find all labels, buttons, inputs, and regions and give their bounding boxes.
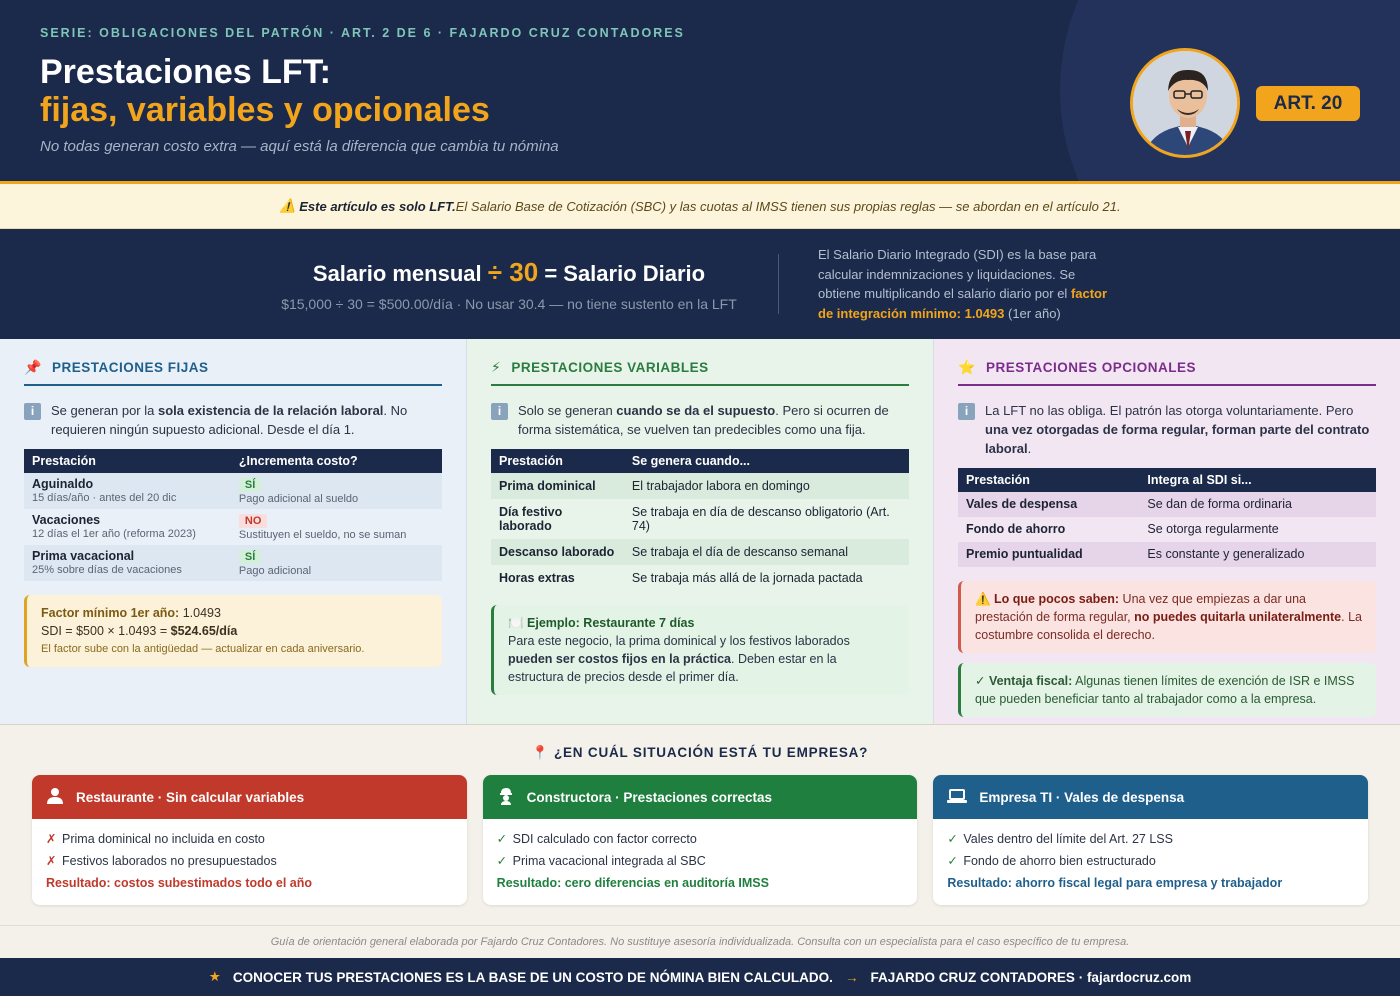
table-row [491, 565, 909, 591]
situation-card-ti [933, 775, 1368, 905]
fijas-heading-text: PRESTACIONES FIJAS [51, 360, 209, 375]
card-item [46, 850, 453, 872]
prestacion-detail: 12 días el 1er año (reforma 2023) [32, 528, 196, 540]
sdi-description [818, 245, 1118, 323]
example-text-a: Para este negocio, la prima dominical y los festivos laborados [508, 634, 850, 648]
fijas-intro-b: sola existencia de la relación laboral [157, 403, 384, 418]
warning-text: El Salario Base de Cotización (SBC) y las cuotas al IMSS tienen sus propias reglas — se abordan en el artículo 21. [455, 198, 1121, 214]
variables-heading-text: PRESTACIONES VARIABLES [511, 360, 709, 375]
pushpin-icon: 📌 [24, 359, 42, 375]
person-icon [46, 787, 64, 808]
sdi-formula: SDI = $500 × 1.0493 = [41, 624, 171, 638]
footer-brand: FAJARDO CRUZ CONTADORES · fajardocruz.com [870, 969, 1192, 985]
card-item-text: Vales dentro del límite del Art. 27 LSS [963, 832, 1173, 846]
factor-value: 1.0493 [179, 606, 221, 620]
card-item-text: Prima dominical no incluida en costo [62, 832, 265, 846]
card-item-text: Fondo de ahorro bien estructurado [963, 854, 1156, 868]
alert-bold: Lo que pocos saben: [994, 592, 1120, 606]
table-row [24, 509, 442, 545]
example-box [491, 605, 909, 695]
prestacion-name: Descanso laborado [491, 539, 624, 565]
sdi-result: $524.65/día [170, 624, 238, 638]
table-row [491, 539, 909, 565]
variables-intro-a: Solo se generan [518, 403, 617, 418]
card-body [483, 819, 918, 903]
opcionales-intro-c: . [1027, 441, 1032, 456]
prestacion-name: Vacaciones [32, 513, 101, 527]
card-title: Restaurante · Sin calcular variables [76, 789, 305, 805]
table-header: Prestación [24, 449, 231, 473]
check-icon: ✓ [496, 854, 508, 868]
card-item [947, 828, 1354, 850]
card-item [497, 850, 904, 872]
variables-table [491, 449, 909, 591]
situation-cards [0, 775, 1400, 905]
formula-right: = Salario Diario [544, 261, 706, 286]
table-row [491, 499, 909, 539]
info-icon: i [491, 403, 508, 420]
table-header: ¿Incrementa costo? [231, 449, 442, 473]
example-text-b: pueden ser costos fijos en la práctica [508, 652, 731, 666]
page-subtitle: No todas generan costo extra — aquí está la diferencia que cambia tu nómina [40, 138, 559, 155]
prestacion-condition: Se otorga regularmente [1147, 522, 1279, 536]
table-header: Prestación [958, 468, 1139, 492]
warning-icon: ⚠️ [975, 592, 995, 606]
prestacion-name: Horas extras [499, 571, 575, 585]
factor-note: El factor sube con la antigüedad — actualizar en cada aniversario. [41, 643, 365, 655]
footer-text: CONOCER TUS PRESTACIONES ES LA BASE DE UN COSTO DE NÓMINA BIEN CALCULADO. [232, 969, 833, 985]
card-item [46, 828, 453, 850]
warning-bold: Este artículo es solo LFT. [299, 198, 456, 214]
prestacion-name: Prima vacacional [32, 549, 135, 563]
card-title: Empresa TI · Vales de despensa [979, 789, 1185, 805]
info-icon: i [958, 403, 975, 420]
formula-main [270, 257, 748, 312]
card-item-text: SDI calculado con factor correcto [512, 832, 697, 846]
formula-line [270, 257, 748, 288]
footer-banner [0, 958, 1400, 996]
opcionales-intro-b: una vez otorgadas de forma regular, forman parte del contrato laboral [985, 422, 1370, 456]
fiscal-advantage-box [958, 663, 1376, 717]
sdi-desc-text: El Salario Diario Integrado (SDI) es la base para calcular indemnizaciones y liquidaciones. Se obtiene multiplicando el salario diario por el [818, 247, 1097, 301]
prestacion-name: Vales de despensa [958, 492, 1139, 517]
check-icon: ✓ [947, 854, 958, 868]
prestacion-note: Pago adicional al sueldo [238, 493, 359, 505]
status-badge: SÍ [239, 550, 261, 564]
check-icon: ✓ [947, 832, 958, 846]
column-fijas [0, 339, 467, 724]
formula-divider [778, 254, 779, 314]
card-header [483, 775, 918, 819]
situation-card-restaurante [32, 775, 467, 905]
fijas-table [24, 449, 442, 581]
cross-icon: ✗ [46, 854, 57, 868]
card-result: Resultado: cero diferencias en auditoría IMSS [496, 876, 769, 890]
status-badge: SÍ [239, 478, 261, 492]
alert-text-c: . La costumbre consolida el derecho. [975, 610, 1362, 642]
card-title: Constructora · Prestaciones correctas [526, 789, 773, 805]
alert-text-a: Una vez que empiezas a dar una prestación de forma regular, [975, 592, 1306, 624]
series-label: SERIE: OBLIGACIONES DEL PATRÓN · ART. 2 DE 6 · FAJARDO CRUZ CONTADORES [40, 26, 685, 40]
opcionales-intro [958, 401, 1376, 458]
alert-box [958, 581, 1376, 653]
table-header: Se genera cuando... [624, 449, 909, 473]
prestacion-condition: Se trabaja el día de descanso semanal [624, 539, 909, 565]
lightning-icon: ⚡ [491, 359, 502, 375]
hard-hat-icon [497, 787, 515, 808]
opcionales-table [958, 468, 1376, 567]
prestacion-condition: El trabajador labora en domingo [624, 473, 909, 499]
card-result: Resultado: costos subestimados todo el año [46, 876, 313, 890]
column-opcionales [934, 339, 1400, 724]
situations-section [0, 725, 1400, 925]
header [0, 0, 1400, 181]
formula-example: $15,000 ÷ 30 = $500.00/día · No usar 30.4 — no tiene sustento en la LFT [281, 296, 737, 312]
prestacion-name: Día festivo laborado [499, 505, 563, 533]
disclaimer: Guía de orientación general elaborada por Fajardo Cruz Contadores. No sustituye asesoría individualizada. Consulta con un especialista para el caso específico de tu empresa. [0, 925, 1400, 958]
variables-intro-b: cuando se da el supuesto [616, 403, 776, 418]
prestacion-name: Prima dominical [491, 473, 624, 499]
arrow-icon: → [844, 969, 859, 985]
cross-icon: ✗ [46, 832, 57, 846]
info-icon: i [24, 403, 41, 420]
prestacion-detail: 25% sobre días de vacaciones [32, 564, 182, 576]
star-icon: ⭐ [958, 359, 976, 375]
table-row [24, 473, 442, 509]
prestaciones-columns [0, 339, 1400, 725]
variables-intro [491, 401, 909, 439]
star-icon: ★ [208, 969, 221, 984]
situations-heading-text: ¿EN CUÁL SITUACIÓN ESTÁ TU EMPRESA? [553, 745, 869, 760]
prestacion-note: Pago adicional [238, 565, 312, 577]
prestacion-condition: Se dan de forma ordinaria [1139, 492, 1376, 517]
page-title-accent: fijas, variables y opcionales [40, 91, 490, 129]
table-header: Integra al SDI si... [1139, 468, 1376, 492]
formula-left: Salario mensual [312, 261, 482, 286]
fijas-heading [24, 359, 442, 386]
table-row [24, 545, 442, 581]
card-result: Resultado: ahorro fiscal legal para empresa y trabajador [947, 876, 1283, 890]
example-title: Ejemplo: Restaurante 7 días [527, 616, 695, 630]
prestacion-condition: Se trabaja más allá de la jornada pactada [631, 571, 863, 585]
card-item-text: Prima vacacional integrada al SBC [512, 854, 706, 868]
prestacion-condition: Se trabaja en día de descanso obligatorio (Art. 74) [631, 505, 890, 533]
check-icon: ✓ [496, 832, 508, 846]
variables-heading [491, 359, 909, 386]
opcionales-intro-a: La LFT no las obliga. El patrón las otorga voluntariamente. Pero [985, 403, 1354, 418]
table-row [958, 517, 1376, 542]
opcionales-heading [958, 359, 1376, 386]
table-header: Prestación [491, 449, 624, 473]
card-body [32, 819, 467, 903]
situation-card-constructora [483, 775, 918, 905]
fijas-intro-c: . No requieren ningún supuesto adicional. Desde el día 1. [51, 403, 408, 437]
table-row [491, 473, 909, 499]
opcionales-heading-text: PRESTACIONES OPCIONALES [985, 360, 1196, 375]
fijas-intro [24, 401, 442, 439]
alert-text-b: no puedes quitarla unilateralmente [1134, 610, 1342, 624]
author-avatar [1130, 48, 1240, 158]
situations-heading [0, 745, 1400, 761]
table-row [958, 492, 1376, 517]
sdi-desc-tail: (1er año) [1004, 305, 1061, 321]
prestacion-name: Premio puntualidad [958, 542, 1139, 567]
formula-operator: ÷ 30 [487, 257, 539, 287]
advantage-bold: ✓ Ventaja fiscal: [975, 674, 1073, 688]
fork-knife-icon: 🍽️ [508, 616, 528, 630]
card-header [933, 775, 1368, 819]
card-header [32, 775, 467, 819]
warning-icon: ⚠️ [279, 198, 300, 213]
card-item-text: Festivos laborados no presupuestados [62, 854, 277, 868]
fijas-intro-a: Se generan por la [51, 403, 158, 418]
factor-box [24, 595, 442, 667]
card-item [947, 850, 1354, 872]
laptop-icon [947, 788, 967, 807]
sdi-factor: factor de integración mínimo: 1.0493 [818, 286, 1108, 321]
advantage-text: Algunas tienen límites de exención de ISR e IMSS que pueden beneficiar tanto al trabajador como a la empresa. [975, 674, 1355, 706]
prestacion-note: Sustituyen el sueldo, no se suman [238, 529, 407, 541]
variables-intro-c: . Pero si ocurren de forma sistemática, se vuelven tan predecibles como una fija. [518, 403, 889, 437]
warning-banner [0, 181, 1400, 229]
prestacion-condition: Es constante y generalizado [1139, 542, 1376, 567]
prestacion-name: Fondo de ahorro [966, 522, 1066, 536]
prestacion-name: Aguinaldo [32, 477, 94, 491]
example-text-c: . Deben estar en la estructura de precios desde el primer día. [508, 652, 837, 684]
card-item [497, 828, 904, 850]
card-body [933, 819, 1368, 903]
column-variables [467, 339, 934, 724]
page-title: Prestaciones LFT: [40, 53, 331, 91]
formula-section [0, 229, 1400, 339]
table-row [958, 542, 1376, 567]
status-badge: NO [239, 514, 268, 528]
factor-label: Factor mínimo 1er año: [41, 606, 180, 620]
article-badge: ART. 20 [1256, 86, 1360, 121]
location-pin-icon: 📍 [531, 745, 554, 760]
prestacion-detail: 15 días/año · antes del 20 dic [32, 492, 177, 504]
